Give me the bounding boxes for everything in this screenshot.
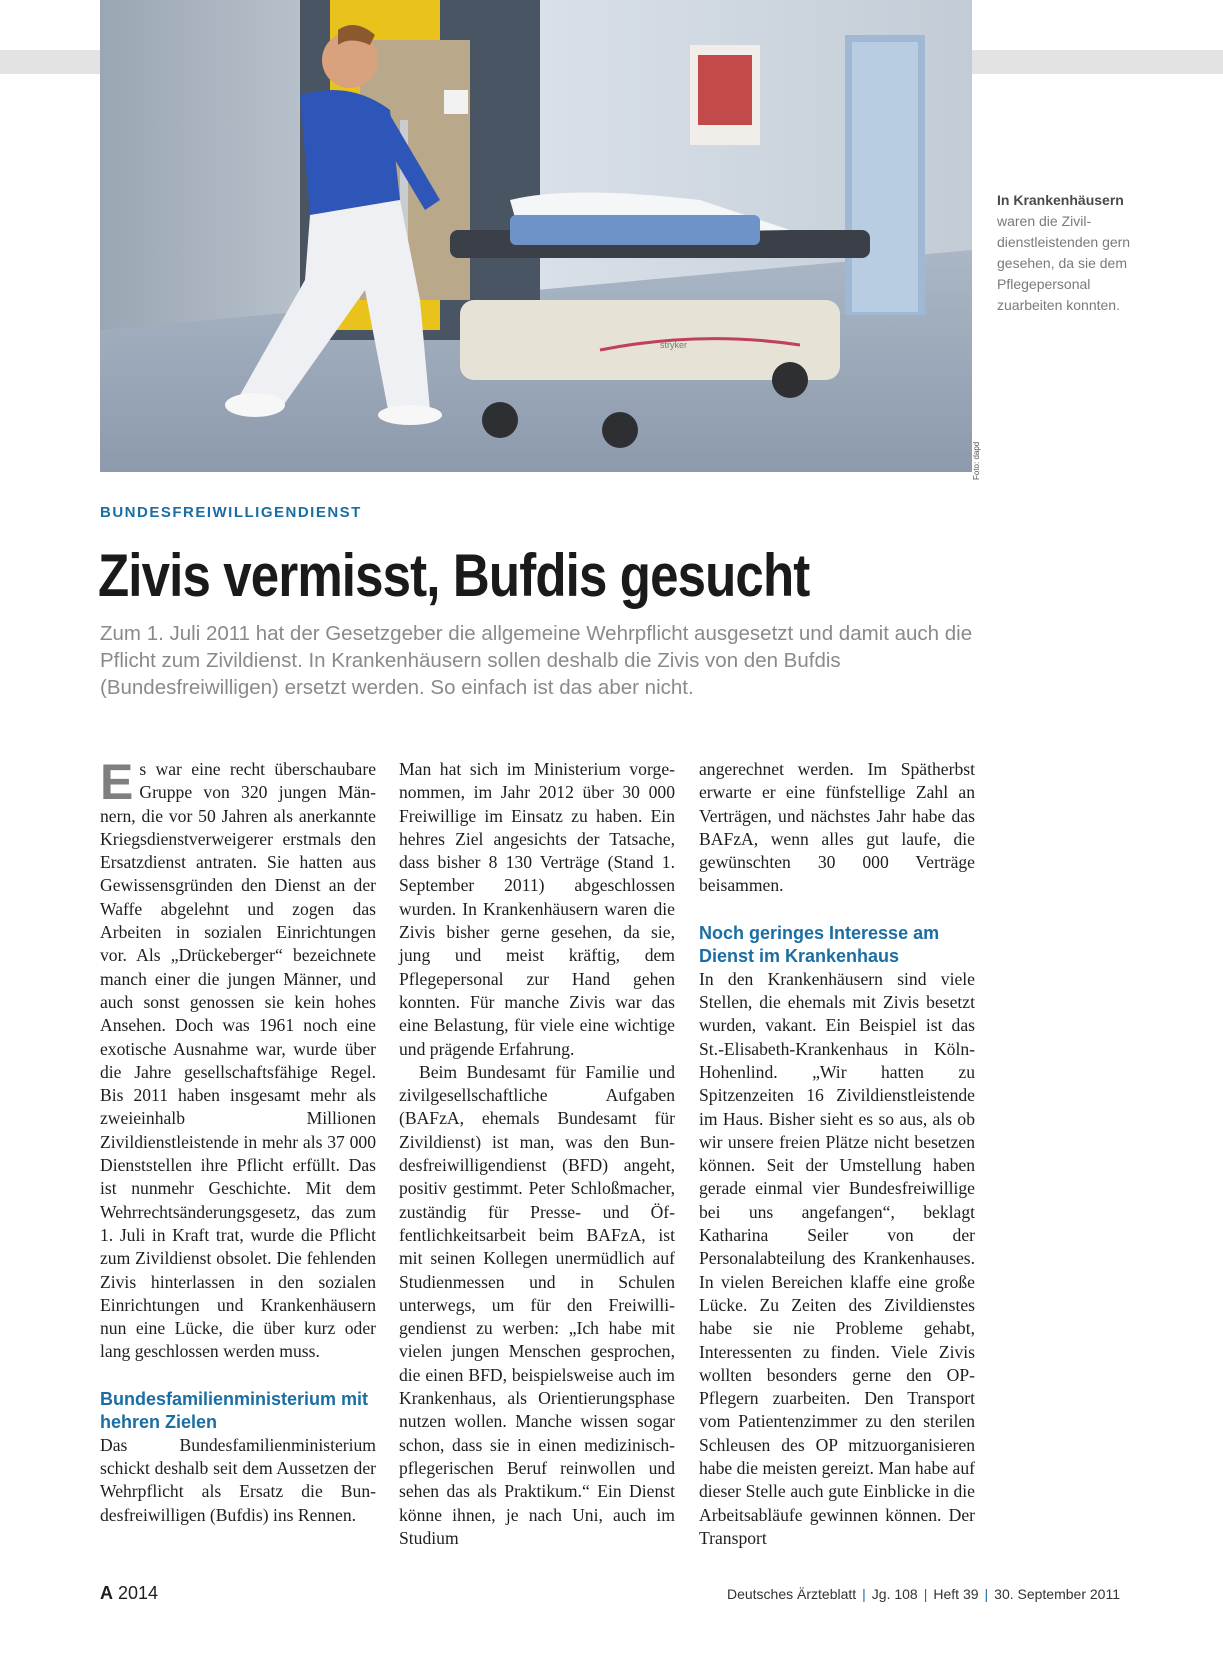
folio-letter: A: [100, 1583, 113, 1603]
subheading: Noch geringes Interesse am Dienst im Krankenhaus: [699, 922, 940, 966]
paragraph: Das Bundesfamilienministerium schickt deshalb seit dem Aussetzen der Wehrpflicht als Ersatz die Bundesfreiwilligen (Bufdis) ins Rennen.: [100, 1434, 376, 1525]
journal-date: 30. September 2011: [994, 1586, 1120, 1602]
publication-info: [727, 1586, 1120, 1602]
separator: |: [862, 1586, 866, 1602]
stretcher-brand: stryker: [660, 340, 687, 350]
drop-cap: E: [100, 754, 134, 810]
journal-issue: Heft 39: [933, 1586, 979, 1602]
caption-text: waren die Zivildienstleistenden gern gesehen, da sie dem Pflegepersonal zuarbeiten konnten.: [997, 213, 1131, 313]
separator: |: [984, 1586, 989, 1602]
top-gray-band-right: [972, 50, 1223, 74]
separator: |: [923, 1586, 928, 1602]
article-column-1: [100, 754, 376, 1527]
caption-lead: In Krankenhäusern: [997, 192, 1124, 208]
page-footer: [100, 1583, 1120, 1607]
paragraph: angerechnet werden. Im Spätherbst erwarte er eine fünfstellige Zahl an Verträgen, und nächstes Jahr habe das BAFzA, wenn alles gut laufe, die gewünschten 30 000 Verträge beisammen.: [699, 759, 975, 896]
article-headline: Zivis vermisst, Bufdis gesucht: [98, 542, 810, 609]
article-column-3: [699, 758, 975, 1550]
article-column-2: [399, 758, 675, 1550]
journal-volume: Jg. 108: [871, 1586, 918, 1602]
hospital-photo: [100, 0, 972, 472]
photo-caption: [997, 190, 1147, 316]
paragraph: Man hat sich im Ministerium vorgenommen, im Jahr 2012 über 30 000 Freiwillige im Einsatz zu haben. Ein hehres Ziel angesichts der Tatsache, dass bisher 8 130 Verträge (Stand 1. September 2011) abgeschlossen wurden. In Krankenhäusern waren die Zivis bisher gerne gesehen, da sie, jung und meist kräftig, dem Pflegepersonal zur Hand gehen konnten. Für manche Zivis war das eine Belastung, für viele eine wichtige und prägende Erfahrung.: [399, 759, 675, 1059]
paragraph: In den Krankenhäusern sind viele Stellen, die ehemals mit Zivis besetzt wurden, vakant. Ein Beispiel ist das St.-Elisabeth-Krankenhaus in Köln-Hohenlind. „Wir hatten zu Spitzenzeiten 16 Zivildienstleistende im Haus. Bisher sieht es so aus, als ob wir unsere freien Plätze nicht besetzen können. Seit der Umstellung haben gerade einmal vier Bundesfreiwillige bei uns angefangen“, beklagt Katharina Seiler von der Personalabteilung des Krankenhauses. In vielen Bereichen klaffe eine große Lücke. Zu Zeiten des Zivildienstes habe sie nie Probleme gehabt, Interessenten zu finden. Viele Zivis wollten besonders gerne den OP-Pflegern zuarbeiten. Den Transport vom Patientenzimmer zu den sterilen Schleusen des OP mitzuorganisieren habe die meisten gereizt. Man habe auf dieser Stelle auch gute Einblicke in die Arbeitsabläufe gewinnen können. Der Transport: [699, 968, 976, 1548]
article-deck: Zum 1. Juli 2011 hat der Gesetzgeber die allgemeine Wehrpflicht ausgesetzt und damit auch die Pflicht zum Zivildienst. In Krankenhäusern sollen deshalb die Zivis von den Bufdis (Bundesfreiwilligen) ersetzt werden. So einfach ist das aber nicht.: [100, 622, 973, 699]
page-number: [100, 1583, 158, 1604]
journal-name: Deutsches Ärzteblatt: [726, 1586, 857, 1602]
paragraph: [100, 754, 376, 1364]
paragraph: Beim Bundesamt für Familie und zivilgesellschaftliche Aufgaben (BAFzA, ehemals Bundesamt für Zivildienst) ist man, was den Bundesfreiwilligendienst (BFD) angeht, positiv gestimmt. Peter Schloßmacher, zuständig für Presse- und Öffentlichkeitsarbeit beim BAFzA, ist mit seinen Kollegen unermüdlich auf Studienmessen und in Schulen unterwegs, um für den Freiwilligendienst zu werben: „Ich habe mit vielen jungen Menschen gesprochen, die einen BFD, beispielsweise auch im Krankenhaus, als Orientierungsphase nutzen wollen. Manche wissen sogar schon, dass sie in einen medizinisch-pflegerischen Beruf reinwollen und sehen das als Praktikum.“ Ein Dienst könne ihnen, je nach Uni, auch im Studium: [399, 1061, 675, 1548]
subheading: Bundesfamilienministerium mit hehren Zielen: [100, 1388, 369, 1432]
paragraph-text: s war eine recht überschaubare Gruppe von 320 jungen Männern, die vor 50 Jahren als anerkannte Kriegsdienstverweigerer erstmals den Ersatzdienst antraten. Sie hatten aus Gewissensgründen den Dienst an der Waffe abgelehnt und zogen das Arbeiten in sozialen Einrichtungen vor. Als „Drückeberger“ bezeichnete manch einer die jungen Männer, und auch sonst genossen sie kein hohes Ansehen. Doch was 1961 noch eine exotische Ausnahme war, wurde über die Jahre gesellschaftsfähige Regel. Bis 2011 haben insgesamt mehr als zweieinhalb Millionen Zivildienstleistende in mehr als 37 000 Dienststellen ihre Pflicht erfüllt. Das ist nunmehr Geschichte. Mit dem Wehrrechtsänderungsgesetz, das zum 1. Juli in Kraft trat, wurde die Pflicht zum Zivildienst obsolet. Die fehlenden Zivis hinterlassen in den sozialen Einrichtungen und Krankenhäusern nun eine Lücke, die über kurz oder lang geschlossen werden muss.: [100, 759, 376, 1362]
photo-credit: Foto: dapd: [972, 441, 981, 480]
section-kicker: BUNDESFREIWILLIGENDIENST: [100, 504, 362, 521]
folio-number: 2014: [118, 1583, 159, 1603]
top-gray-band-left: [0, 50, 100, 74]
